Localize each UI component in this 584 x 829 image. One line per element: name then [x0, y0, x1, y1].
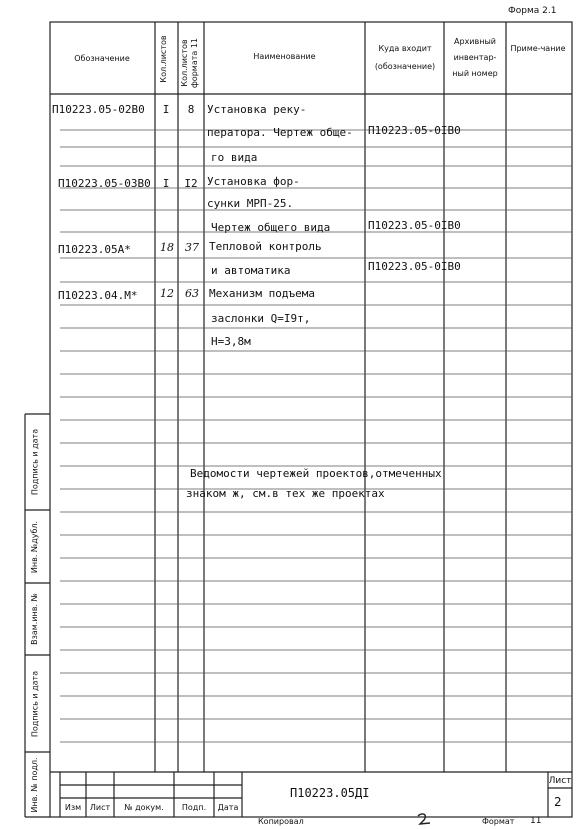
row-sheets: I: [162, 103, 170, 116]
row-format: 63: [185, 287, 199, 300]
side-label-sign-date-2: Подпись и дата: [30, 670, 40, 738]
format-value: 11: [530, 816, 542, 826]
footnote-line: Ведомости чертежей проектов,отмеченных: [190, 467, 442, 480]
row-name-line: Установка фор-: [207, 175, 300, 188]
row-where: П10223.05-0IВ0: [368, 260, 461, 273]
row-name-line: ператора. Чертеж обще-: [207, 126, 353, 139]
row-format: I2: [184, 177, 198, 190]
format-label: Формат: [482, 817, 515, 826]
tb-col-sheet: Лист: [89, 803, 111, 812]
row-name-line: и автоматика: [211, 264, 291, 277]
row-sheets: 18: [160, 241, 174, 254]
tb-sheet-label: Лист: [548, 776, 572, 786]
tb-col-doc: № докум.: [124, 803, 164, 812]
row-name-line: Тепловой контроль: [209, 240, 322, 253]
side-label-sign-date: Подпись и дата: [30, 428, 40, 496]
header-name: Наименование: [253, 52, 316, 61]
signature-mark: [416, 812, 434, 826]
tb-col-change: Изм: [64, 803, 82, 812]
row-code: П10223.05А*: [58, 243, 131, 256]
row-code: П10223.05-03В0: [58, 177, 151, 190]
row-where: П10223.05-0IВ0: [368, 219, 461, 232]
header-where-used: Куда входит (обозначение): [374, 44, 436, 71]
header-sheets: Кол.листов: [159, 35, 168, 83]
header-archive: Архивный инвентар-ный номер: [452, 37, 498, 78]
row-sheets: 12: [160, 287, 174, 300]
row-sheets: I: [162, 177, 170, 190]
tb-col-sign: Подп.: [181, 803, 207, 812]
doc-code: П10223.05ДI: [290, 786, 370, 800]
side-label-replace-inv: Взам.инв. №: [30, 593, 39, 645]
tb-col-date: Дата: [217, 803, 239, 812]
row-code: П10223.05-02В0: [52, 103, 145, 116]
row-name-line: сунки МРП-25.: [207, 197, 294, 210]
form-label: Форма 2.1: [508, 6, 557, 16]
row-code: П10223.04.М*: [58, 289, 138, 302]
copied-label: Копировал: [258, 817, 304, 826]
side-label-orig-inv: Инв. № подл.: [30, 757, 39, 813]
row-name-line: заслонки Q=I9т,: [211, 312, 311, 325]
row-format: 37: [185, 241, 199, 254]
row-where: П10223.05-0IВ0: [368, 124, 461, 137]
row-name-line: Чертеж общего вида: [211, 221, 331, 234]
tb-sheet-number: 2: [554, 795, 562, 809]
header-format: Кол.листов формата 11: [180, 37, 199, 89]
header-designation: Обозначение: [74, 54, 130, 63]
side-label-dup-inv: Инв. №дубл.: [30, 520, 39, 574]
row-name-line: го вида: [211, 151, 258, 164]
row-name-line: Установка реку-: [207, 103, 307, 116]
row-name-line: Механизм подъема: [209, 287, 315, 300]
row-format: 8: [187, 103, 195, 116]
footnote-line: знаком ж, см.в тех же проектах: [186, 487, 385, 500]
row-name-line: Н=3,8м: [211, 335, 251, 348]
header-notes: Приме-чание: [510, 44, 566, 53]
